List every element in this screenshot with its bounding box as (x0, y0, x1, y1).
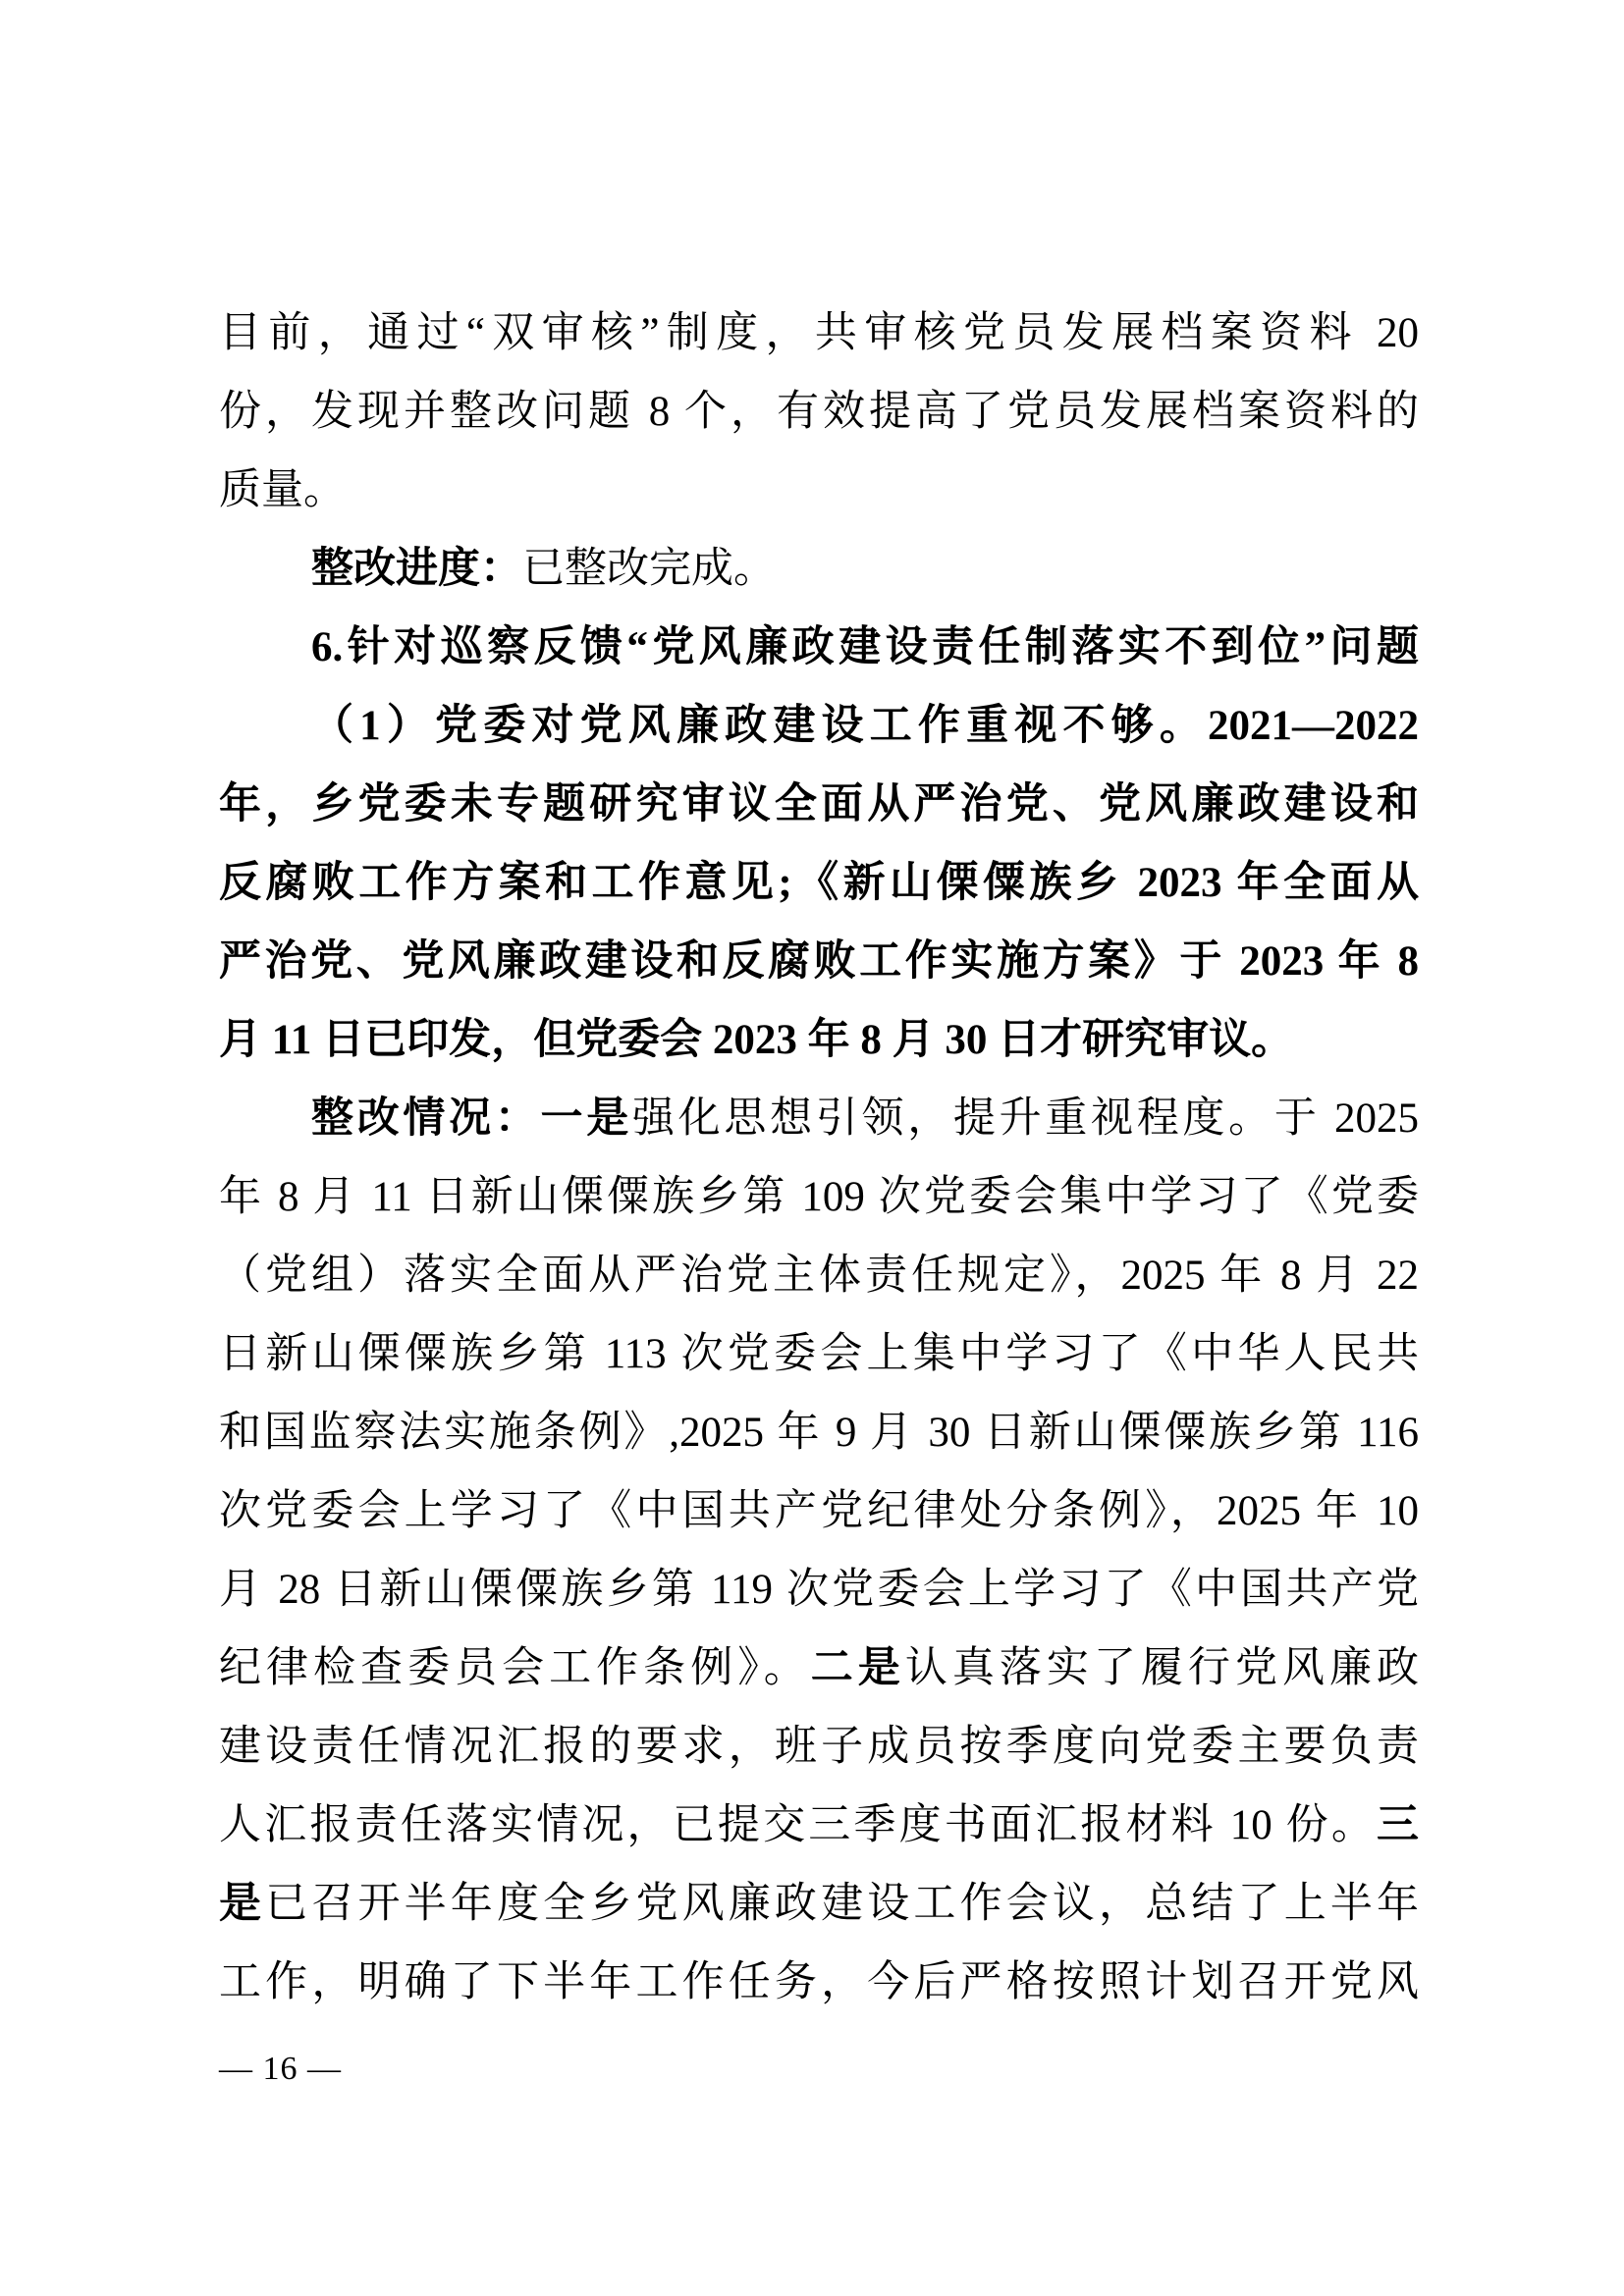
bold-text: 严治党、党风廉政建设和反腐败工作实施方案》于 2023 年 8 (219, 938, 1419, 985)
body-text: 纪律检查委员会工作条例》。 (219, 1645, 811, 1691)
body-text: 建设责任情况汇报的要求，班子成员按季度向党委主要负责 (219, 1724, 1419, 1770)
body-text: 日新山傈僳族乡第 113 次党委会上集中学习了《中华人民共 (219, 1331, 1419, 1377)
bold-text: 6.针对巡察反馈“党风廉政建设责任制落实不到位”问题 (311, 624, 1419, 670)
text-line (219, 766, 1419, 844)
body-text: 和国监察法实施条例》,2025 年 9 月 30 日新山傈僳族乡第 116 (219, 1410, 1419, 1456)
bold-text: （1）党委对党风廉政建设工作重视不够。2021—2022 (311, 703, 1419, 749)
text-line (219, 923, 1419, 1001)
body-text: 质量。 (219, 467, 346, 513)
document-body (219, 294, 1419, 2022)
text-line (219, 1865, 1419, 1944)
text-line (219, 373, 1419, 452)
text-line (219, 1394, 1419, 1472)
body-text: 强化思想引领，提升重视程度。于 2025 (631, 1095, 1420, 1142)
body-text: 已召开半年度全乡党风廉政建设工作会议，总结了上半年 (265, 1881, 1420, 1927)
text-line (219, 1708, 1419, 1787)
body-text: 已整改完成。 (522, 546, 776, 592)
text-line (219, 609, 1419, 687)
body-text: 工作，明确了下半年工作任务，今后严格按照计划召开党风 (219, 1959, 1419, 2005)
text-line (219, 452, 1419, 530)
body-text: 年 8 月 11 日新山傈僳族乡第 109 次党委会集中学习了《党委 (219, 1174, 1419, 1220)
bold-text: 整改情况：一是 (311, 1095, 632, 1142)
bold-text: 月 11 日已印发，但党委会 2023 年 8 月 30 日才研究审议。 (219, 1017, 1294, 1063)
text-line (219, 844, 1419, 923)
bold-text: 三 (1377, 1802, 1419, 1848)
text-line (219, 530, 1419, 609)
text-line (219, 1080, 1419, 1158)
body-text: 份，发现并整改问题 8 个，有效提高了党员发展档案资料的 (219, 389, 1419, 435)
bold-text: 年，乡党委未专题研究审议全面从严治党、党风廉政建设和 (219, 781, 1419, 828)
body-text: （党组）落实全面从严治党主体责任规定》，2025 年 8 月 22 (219, 1253, 1419, 1299)
text-line (219, 1237, 1419, 1315)
text-line (219, 1787, 1419, 1865)
body-text: 次党委会上学习了《中国共产党纪律处分条例》，2025 年 10 (219, 1488, 1419, 1534)
body-text: 月 28 日新山傈僳族乡第 119 次党委会上学习了《中国共产党 (219, 1567, 1419, 1613)
bold-text: 整改进度： (311, 546, 522, 592)
text-line (219, 1315, 1419, 1394)
bold-text: 反腐败工作方案和工作意见;《新山傈僳族乡 2023 年全面从 (219, 860, 1419, 906)
text-line (219, 1472, 1419, 1551)
bold-text: 是 (219, 1881, 266, 1927)
text-line (219, 1944, 1419, 2022)
page-number: — 16 — (219, 2051, 342, 2087)
text-line (219, 1551, 1419, 1629)
body-text: 目前，通过“双审核”制度，共审核党员发展档案资料 20 (219, 310, 1419, 356)
text-line (219, 294, 1419, 373)
text-line (219, 1001, 1419, 1080)
text-line (219, 1629, 1419, 1708)
bold-text: 二是 (810, 1645, 905, 1691)
text-line (219, 1158, 1419, 1237)
text-line (219, 687, 1419, 766)
body-text: 认真落实了履行党风廉政 (904, 1645, 1420, 1691)
body-text: 人汇报责任落实情况，已提交三季度书面汇报材料 10 份。 (219, 1802, 1377, 1848)
